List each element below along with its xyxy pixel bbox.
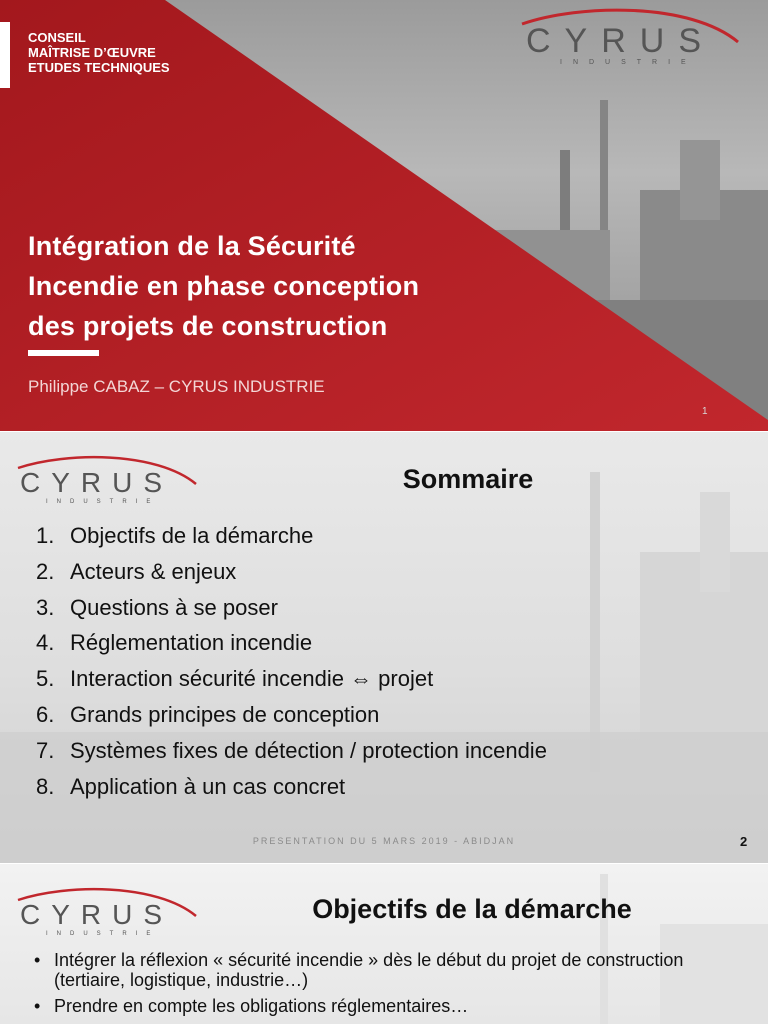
list-item bbox=[36, 769, 547, 805]
bullet-icon: • bbox=[34, 996, 41, 1016]
title-slide bbox=[0, 0, 768, 432]
item-text: Interaction sécurité incendie ⇔ projet bbox=[70, 666, 434, 692]
tagline-accent-bar bbox=[0, 22, 10, 88]
title-line: Incendie en phase conception bbox=[28, 271, 420, 301]
logo-subtitle: INDUSTRIE bbox=[46, 931, 160, 937]
list-item bbox=[36, 661, 547, 697]
item-number: 5. bbox=[36, 666, 55, 692]
title-line: Intégration de la Sécurité bbox=[28, 231, 356, 261]
list-item bbox=[36, 625, 547, 661]
list-item bbox=[36, 733, 547, 769]
item-text: Objectifs de la démarche bbox=[70, 523, 314, 548]
tagline-line: CONSEIL bbox=[28, 30, 86, 45]
item-text: Application à un cas concret bbox=[70, 773, 346, 799]
logo-wordmark: CYRUS bbox=[526, 22, 716, 60]
item-number: 2. bbox=[36, 558, 55, 584]
logo-wordmark: CYRUS bbox=[20, 899, 174, 930]
tagline-line: MAÎTRISE D’ŒUVRE bbox=[28, 45, 156, 60]
item-text: Systèmes fixes de détection / protection incendie bbox=[70, 737, 547, 763]
summary-list bbox=[36, 518, 547, 804]
slide-heading: Objectifs de la démarche bbox=[312, 894, 632, 924]
item-number: 1. bbox=[36, 523, 55, 548]
logo-wordmark: CYRUS bbox=[20, 467, 174, 498]
presentation-title bbox=[28, 226, 548, 346]
item-number: 4. bbox=[36, 630, 55, 656]
page-number: 1 bbox=[702, 406, 708, 417]
item-number: 7. bbox=[36, 737, 55, 763]
list-item bbox=[36, 554, 547, 590]
tagline-line: ETUDES TECHNIQUES bbox=[28, 60, 170, 75]
summary-slide bbox=[0, 432, 768, 864]
logo-subtitle: INDUSTRIE bbox=[560, 59, 697, 66]
list-item bbox=[36, 518, 547, 554]
item-number: 6. bbox=[36, 701, 55, 727]
title-line: des projets de construction bbox=[28, 311, 388, 341]
cyrus-logo bbox=[16, 454, 206, 506]
item-number: 8. bbox=[36, 773, 55, 799]
title-underline bbox=[28, 350, 99, 356]
item-text: Questions à se poser bbox=[70, 594, 278, 620]
objectives-list bbox=[34, 950, 754, 1022]
list-item bbox=[36, 697, 547, 733]
bullet-icon: • bbox=[34, 950, 41, 970]
item-text: Prendre en compte les obligations réglementaires… bbox=[54, 996, 469, 1016]
cyrus-logo bbox=[16, 886, 206, 938]
objectives-slide bbox=[0, 864, 768, 1024]
list-item bbox=[34, 950, 754, 990]
author-line: Philippe CABAZ – CYRUS INDUSTRIE bbox=[28, 377, 325, 396]
list-item bbox=[34, 996, 754, 1016]
item-number: 3. bbox=[36, 594, 55, 620]
item-text: Réglementation incendie bbox=[70, 630, 313, 656]
slide-footer: PRESENTATION DU 5 MARS 2019 - ABIDJAN bbox=[252, 836, 516, 846]
item-text: Acteurs & enjeux bbox=[70, 558, 237, 584]
cyrus-logo bbox=[520, 6, 756, 68]
item-text: Grands principes de conception bbox=[70, 701, 380, 727]
slide-heading: Sommaire bbox=[402, 464, 534, 494]
item-text: Intégrer la réflexion « sécurité incendie » dès le début du projet de construction (tertiaire, logistique, industrie…) bbox=[54, 950, 684, 990]
company-tagline bbox=[28, 30, 170, 75]
page-number: 2 bbox=[740, 834, 748, 849]
logo-subtitle: INDUSTRIE bbox=[46, 499, 160, 505]
list-item bbox=[36, 590, 547, 626]
